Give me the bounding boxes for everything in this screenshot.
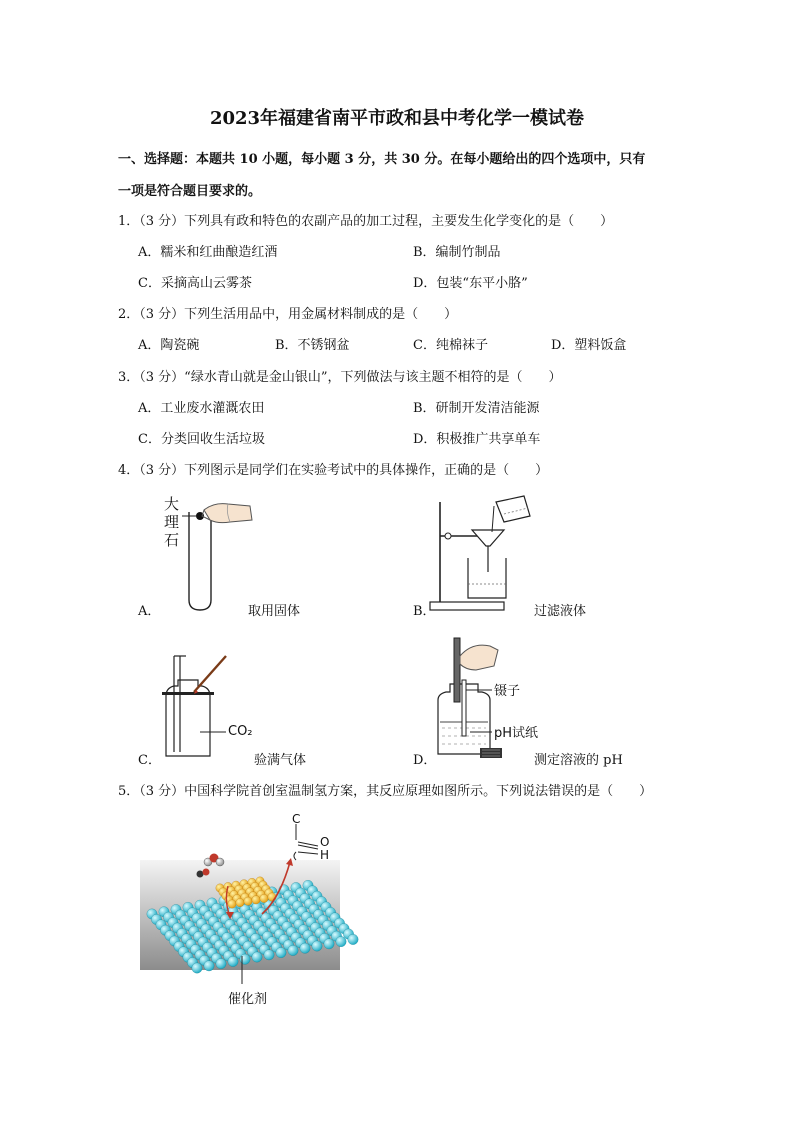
- question-3-option-d[interactable]: D．积极推广共享单车: [413, 432, 541, 447]
- catalyst-atom: [276, 947, 286, 957]
- label-li: 理: [164, 513, 180, 531]
- question-3-option-c[interactable]: C．分类回收生活垃圾: [138, 432, 265, 447]
- catalyst-atom: [288, 945, 298, 955]
- atom-h-label: H: [320, 848, 330, 862]
- label-da: 大: [164, 495, 180, 513]
- question-2-option-d[interactable]: D．塑料饭盒: [551, 338, 627, 353]
- question-4-option-b-caption: 过滤液体: [534, 604, 587, 619]
- question-3-stem: 3．（3 分）“绿水青山就是金山银山”，下列做法与该主题不相符的是（ ）: [118, 370, 562, 385]
- question-2-stem: 2．（3 分）下列生活用品中，用金属材料制成的是（ ）: [118, 307, 458, 322]
- question-1-option-c[interactable]: C．采摘高山云雾茶: [138, 276, 252, 291]
- catalyst-atom: [192, 963, 202, 973]
- question-4-option-c-letter[interactable]: C．: [138, 753, 161, 768]
- label-shi: 石: [164, 531, 180, 549]
- figure-gas-check: [160, 652, 230, 762]
- atom-o-label: O: [320, 835, 330, 849]
- question-1-option-b[interactable]: B．编制竹制品: [413, 245, 501, 260]
- section-heading-line2: 一项是符合题目要求的。: [118, 184, 262, 199]
- atom-c-label: C: [292, 812, 301, 826]
- catalyst-atom: [252, 952, 262, 962]
- catalyst-atom: [216, 958, 226, 968]
- catalyst-atom: [228, 956, 238, 966]
- active-site-atom: [244, 897, 252, 905]
- question-4-stem: 4．（3 分）下列图示是同学们在实验考试中的具体操作，正确的是（ ）: [118, 463, 549, 478]
- catalyst-atom: [240, 954, 250, 964]
- question-4-option-a-letter[interactable]: A．: [138, 604, 161, 619]
- question-4-option-b-letter[interactable]: B．: [413, 604, 436, 619]
- question-2-option-b[interactable]: B．不锈钢盆: [275, 338, 350, 353]
- catalyst-atom: [312, 941, 322, 951]
- label-co2: CO₂: [228, 724, 253, 739]
- catalyst-atom: [348, 934, 358, 944]
- active-site-atom: [228, 900, 236, 908]
- question-2-option-a[interactable]: A．陶瓷碗: [138, 338, 200, 353]
- label-tweezers: 镊子: [494, 684, 521, 699]
- figure-ph-test: [430, 636, 530, 762]
- question-3-option-a[interactable]: A．工业废水灌溉农田: [138, 401, 265, 416]
- catalyst-atom: [336, 936, 346, 946]
- question-4-option-c-caption: 验满气体: [254, 753, 307, 768]
- question-3-option-b[interactable]: B．研制开发清洁能源: [413, 401, 540, 416]
- question-2-option-c[interactable]: C．纯棉袜子: [413, 338, 488, 353]
- figure-take-solid: [180, 490, 260, 615]
- catalyst-atom: [204, 961, 214, 971]
- question-1-option-d[interactable]: D．包装“东平小胳”: [413, 276, 528, 291]
- active-site-atom: [252, 896, 260, 904]
- question-1-stem: 1．（3 分）下列具有政和特色的农副产品的加工过程，主要发生化学变化的是（ ）: [118, 214, 614, 229]
- figure-catalyst-reaction: [140, 812, 350, 1012]
- question-5-stem: 5．（3 分）中国科学院首创室温制氢方案，其反应原理如图所示。下列说法错误的是（ ）: [118, 784, 653, 799]
- question-4-option-d-letter[interactable]: D．: [413, 753, 437, 768]
- active-site-atom: [236, 898, 244, 906]
- catalyst-atom: [300, 943, 310, 953]
- label-ph-paper: pH试纸: [494, 726, 539, 741]
- catalyst-label: 催化剂: [228, 992, 268, 1007]
- catalyst-atom: [264, 950, 274, 960]
- question-4-option-d-caption: 测定溶液的 pH: [534, 753, 623, 768]
- catalyst-atom: [324, 939, 334, 949]
- question-4-option-a-caption: 取用固体: [248, 604, 301, 619]
- figure-filtration: [428, 492, 538, 617]
- section-heading-line1: 一、选择题：本题共 10 小题，每小题 3 分，共 30 分。在每小题给出的四个选项中，只有: [118, 152, 646, 167]
- active-site-atom: [260, 894, 268, 902]
- question-1-option-a[interactable]: A．糯米和红曲酿造红酒: [138, 245, 278, 260]
- page-title: 2023年福建省南平市政和县中考化学一模试卷: [209, 108, 585, 129]
